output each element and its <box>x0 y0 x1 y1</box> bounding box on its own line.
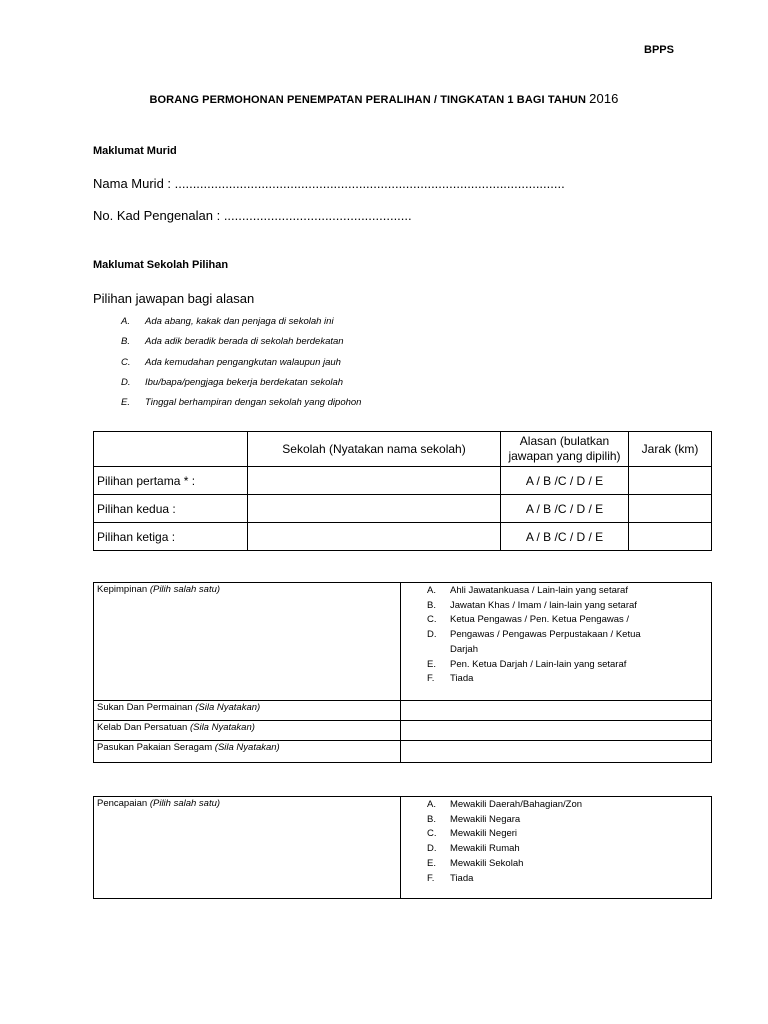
option-key: D. <box>427 843 437 855</box>
option-key: B. <box>427 813 436 825</box>
option-text: Mewakili Negeri <box>450 828 518 840</box>
form-year: 2016 <box>589 91 619 106</box>
header-reason: Alasan (bulatkan jawapan yang dipilih) <box>501 432 629 467</box>
form-title-text: BORANG PERMOHONAN PENEMPATAN PERALIHAN / TINGKATAN 1 BAGI TAHUN <box>149 94 587 106</box>
option-item[interactable] <box>404 672 708 687</box>
achievement-options <box>404 798 708 886</box>
activity-label: Sukan Dan Permainan <box>97 702 193 713</box>
reason-key: A. <box>121 316 130 327</box>
option-item[interactable] <box>404 798 708 813</box>
leadership-note: (Pilih salah satu) <box>149 584 221 595</box>
reason-item <box>121 377 361 397</box>
school-name-input[interactable] <box>248 467 501 495</box>
leadership-row <box>94 583 712 701</box>
reason-text: Ada abang, kakak dan penjaga di sekolah ini <box>145 316 334 327</box>
choice-label: Pilihan kedua : <box>94 495 248 523</box>
activity-note: (Sila Nyatakan) <box>214 742 280 753</box>
leadership-label-cell <box>94 583 401 701</box>
table-row <box>94 495 712 523</box>
student-info-heading: Maklumat Murid <box>93 145 177 157</box>
achievement-label-cell <box>94 797 401 899</box>
reason-options[interactable]: A / B /C / D / E <box>501 495 629 523</box>
option-item[interactable] <box>404 857 708 872</box>
option-text: Tiada <box>450 872 474 884</box>
option-item[interactable] <box>404 872 708 887</box>
achievement-label: Pencapaian <box>97 798 148 809</box>
option-item[interactable] <box>404 658 708 673</box>
option-text: Mewakili Negara <box>450 813 521 825</box>
activity-label-cell <box>94 701 401 721</box>
reasons-heading: Pilihan jawapan bagi alasan <box>93 291 255 306</box>
option-text: Mewakili Rumah <box>450 843 520 855</box>
form-code: BPPS <box>644 44 674 56</box>
school-choice-table <box>93 431 712 551</box>
reason-key: D. <box>121 376 131 388</box>
option-item[interactable] <box>404 842 708 857</box>
option-key: F. <box>427 673 435 685</box>
option-text: Ketua Pengawas / Pen. Ketua Pengawas / <box>450 614 630 626</box>
header-distance: Jarak (km) <box>629 432 712 467</box>
table-row <box>94 721 712 741</box>
school-name-input[interactable] <box>248 523 501 551</box>
option-text: Mewakili Daerah/Bahagian/Zon <box>450 799 583 810</box>
reason-key: E. <box>121 397 130 409</box>
activity-label: Pasukan Pakaian Seragam <box>97 742 213 753</box>
option-key: A. <box>427 799 436 810</box>
form-title <box>0 91 768 106</box>
header-school: Sekolah (Nyatakan nama sekolah) <box>248 432 501 467</box>
distance-input[interactable] <box>629 467 712 495</box>
table-row <box>94 467 712 495</box>
table-row <box>94 701 712 721</box>
school-info-heading: Maklumat Sekolah Pilihan <box>93 259 229 271</box>
header-cell-empty <box>94 432 248 467</box>
option-key: C. <box>427 614 437 626</box>
reason-text: Tinggal berhampiran dengan sekolah yang dipohon <box>145 397 362 409</box>
uniform-unit-input[interactable] <box>401 741 712 763</box>
activity-label: Kelab Dan Persatuan <box>97 722 188 733</box>
reason-text: Ada adik beradik berada di sekolah berdekatan <box>145 336 344 348</box>
option-key: E. <box>427 658 436 670</box>
option-item[interactable] <box>404 827 708 842</box>
option-key: A. <box>427 585 436 596</box>
option-item[interactable] <box>404 599 708 614</box>
option-text: Pengawas / Pengawas Perpustakaan / Ketua Darjah <box>450 629 641 655</box>
activity-label-cell <box>94 741 401 763</box>
option-key: C. <box>427 828 437 840</box>
table-row <box>94 741 712 763</box>
choice-label: Pilihan ketiga : <box>94 523 248 551</box>
option-key: E. <box>427 857 436 869</box>
achievement-row <box>94 797 712 899</box>
option-item[interactable] <box>404 584 708 599</box>
reason-item <box>121 336 361 356</box>
table-header-row <box>94 432 712 467</box>
table-row <box>94 523 712 551</box>
reason-key: C. <box>121 356 131 368</box>
cocurricular-table <box>93 582 712 763</box>
activity-note: (Sila Nyatakan) <box>195 702 261 713</box>
reason-options[interactable]: A / B /C / D / E <box>501 467 629 495</box>
option-key: D. <box>427 629 437 641</box>
student-name-field[interactable]: Nama Murid : ............................................................................................................ <box>93 176 565 191</box>
activity-note: (Sila Nyatakan) <box>189 722 255 733</box>
option-item[interactable] <box>404 628 708 657</box>
reason-key: B. <box>121 336 130 348</box>
leadership-options <box>404 584 708 687</box>
distance-input[interactable] <box>629 523 712 551</box>
reason-item <box>121 357 361 377</box>
reason-options[interactable]: A / B /C / D / E <box>501 523 629 551</box>
reason-text: Ada kemudahan pengangkutan walaupun jauh <box>145 356 341 368</box>
leadership-label: Kepimpinan <box>97 584 148 595</box>
achievement-table <box>93 796 712 899</box>
leadership-options-cell <box>401 583 712 701</box>
option-key: B. <box>427 599 436 611</box>
school-name-input[interactable] <box>248 495 501 523</box>
option-text: Tiada <box>450 673 474 685</box>
option-item[interactable] <box>404 613 708 628</box>
club-input[interactable] <box>401 721 712 741</box>
sports-input[interactable] <box>401 701 712 721</box>
option-text: Jawatan Khas / Imam / lain-lain yang setaraf <box>450 599 637 611</box>
distance-input[interactable] <box>629 495 712 523</box>
option-text: Ahli Jawatankuasa / Lain-lain yang setaraf <box>450 585 628 596</box>
activity-label-cell <box>94 721 401 741</box>
reason-item <box>121 397 361 417</box>
achievement-note: (Pilih salah satu) <box>149 798 221 809</box>
option-key: F. <box>427 872 435 884</box>
option-text: Mewakili Sekolah <box>450 857 524 869</box>
reason-text: Ibu/bapa/pengjaga bekerja berdekatan sekolah <box>145 376 344 388</box>
reason-item <box>121 316 361 336</box>
choice-label: Pilihan pertama * : <box>94 467 248 495</box>
reasons-list <box>121 316 361 417</box>
ic-number-field[interactable]: No. Kad Pengenalan : .................................................... <box>93 208 412 223</box>
achievement-options-cell <box>401 797 712 899</box>
option-item[interactable] <box>404 813 708 828</box>
option-text: Pen. Ketua Darjah / Lain-lain yang setaraf <box>450 658 627 670</box>
